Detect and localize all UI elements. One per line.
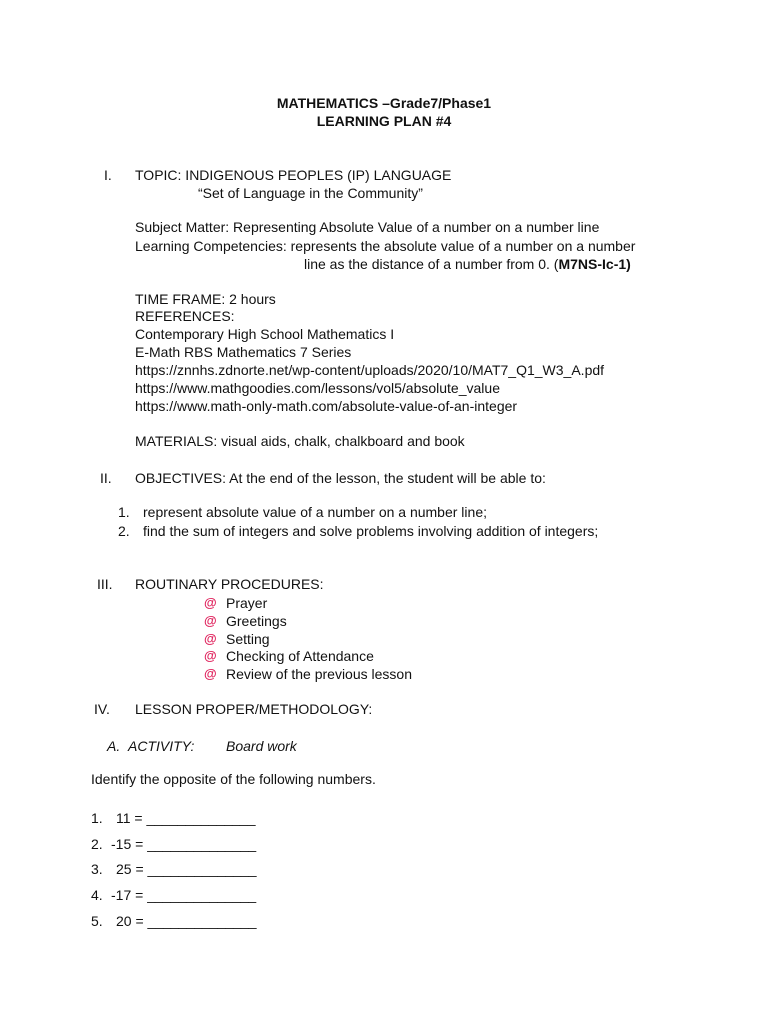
section-4-numeral: IV. [94,701,110,717]
activity-label: ACTIVITY: [128,738,195,754]
subject-matter: Subject Matter: Representing Absolute Value of a number on a number line [135,219,600,235]
bullet-icon: @ [204,595,217,610]
objective-number: 2. [118,523,130,539]
exercise-number: 1. [91,810,103,826]
topic-heading: TOPIC: INDIGENOUS PEOPLES (IP) LANGUAGE [135,167,452,183]
reference-link: https://znnhs.zdnorte.net/wp-content/uploads/2020/10/MAT7_Q1_W3_A.pdf [135,362,605,378]
document-title: MATHEMATICS –Grade7/Phase1 [276,95,492,111]
bullet-icon: @ [204,648,217,663]
objective-number: 1. [118,504,130,520]
competency-code: M7NS-Ic-1) [558,256,631,272]
reference-item: Contemporary High School Mathematics I [135,326,395,342]
exercise-item: 11 = ______________ [116,810,256,826]
bullet-icon: @ [204,666,217,681]
document-subtitle: LEARNING PLAN #4 [316,113,452,129]
section-1-numeral: I. [104,167,112,183]
materials: MATERIALS: visual aids, chalk, chalkboard and book [135,433,465,449]
routinary-heading: ROUTINARY PROCEDURES: [135,576,324,592]
lesson-proper-heading: LESSON PROPER/METHODOLOGY: [135,701,373,717]
competencies-text: line as the distance of a number from 0. ( [304,256,559,272]
routine-item: Greetings [226,613,287,629]
exercise-number: 2. [91,836,103,852]
exercise-instruction: Identify the opposite of the following numbers. [91,771,376,787]
exercise-item: -17 = ______________ [111,887,257,903]
competencies-line-1: Learning Competencies: represents the absolute value of a number on a number [135,238,636,254]
section-2-numeral: II. [100,470,112,486]
routine-item: Setting [226,631,270,647]
activity-letter: A. [107,738,121,754]
routine-item: Checking of Attendance [226,648,374,664]
reference-link: https://www.mathgoodies.com/lessons/vol5/absolute_value [135,380,500,396]
exercise-number: 5. [91,913,103,929]
exercise-number: 4. [91,887,103,903]
exercise-item: 20 = ______________ [116,913,257,929]
exercise-number: 3. [91,861,103,877]
objective-item: find the sum of integers and solve problems involving addition of integers; [143,523,599,539]
reference-item: E-Math RBS Mathematics 7 Series [135,344,352,360]
exercise-item: 25 = ______________ [116,861,257,877]
time-frame: TIME FRAME: 2 hours [135,291,276,307]
objectives-heading: OBJECTIVES: At the end of the lesson, the student will be able to: [135,470,546,486]
competencies-line-2 [304,255,631,273]
reference-link: https://www.math-only-math.com/absolute-value-of-an-integer [135,398,518,414]
exercise-item: -15 = ______________ [111,836,257,852]
activity-value: Board work [226,738,297,754]
section-3-numeral: III. [97,576,113,592]
routine-item: Review of the previous lesson [226,666,412,682]
topic-quote: “Set of Language in the Community” [198,185,423,201]
bullet-icon: @ [204,631,217,646]
routine-item: Prayer [226,595,268,611]
references-label: REFERENCES: [135,308,235,324]
bullet-icon: @ [204,613,217,628]
objective-item: represent absolute value of a number on a number line; [143,504,487,520]
